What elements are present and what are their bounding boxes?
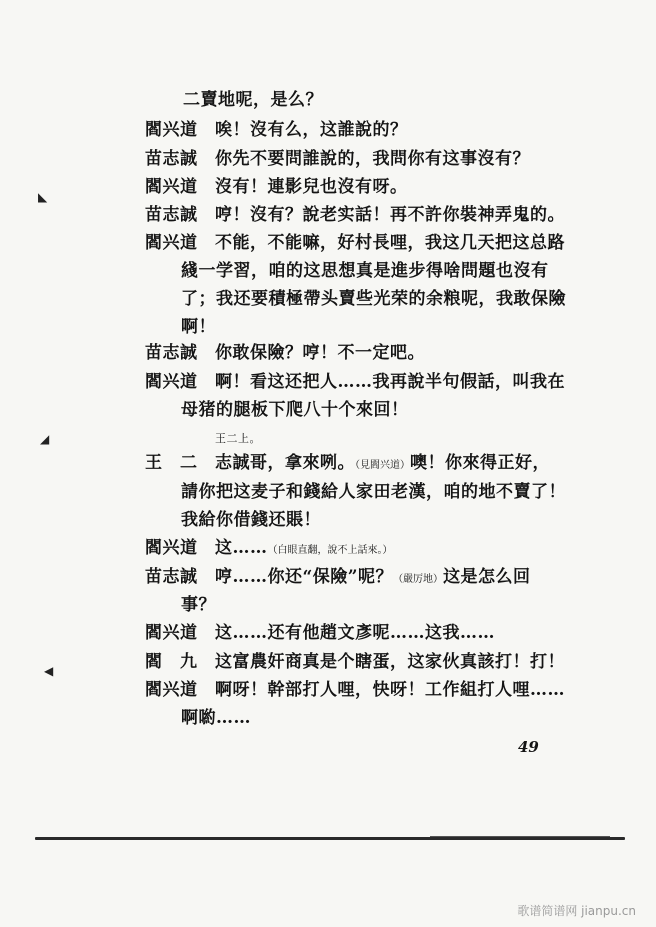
script-line — [145, 680, 565, 700]
line-text: 請你把这麦子和錢給人家田老漢，咱的地不賣了！ — [181, 482, 566, 502]
line-text: 这是怎么回 — [443, 567, 531, 587]
speaker-name: 閻兴道 — [145, 120, 198, 140]
line-text: 这…… — [215, 538, 268, 558]
margin-mark-icon: ◢ — [40, 432, 50, 446]
line-text: 啊！看这还把人……我再說半句假話，叫我在 — [215, 372, 565, 392]
stage-note: （見閻兴道） — [355, 460, 410, 471]
line-text: 这富農奸商真是个瞎蛋，这家伙真該打！打！ — [215, 652, 565, 672]
speaker-name: 苗志誠 — [145, 205, 198, 225]
line-text: 这……还有他趙文彥呢……这我…… — [215, 623, 495, 643]
line-text: 二賣地呢，是么？ — [183, 90, 323, 110]
script-line — [145, 372, 565, 392]
speaker-name: 閻兴道 — [145, 177, 198, 197]
line-text: 了；我还要積極帶头賣些光荣的余粮呢，我敢保險 — [181, 289, 566, 309]
script-line — [181, 400, 409, 420]
script-line — [181, 317, 216, 337]
script-line — [145, 623, 495, 643]
script-line — [181, 482, 566, 502]
line-text: 啊喲…… — [181, 708, 251, 728]
speaker-name: 苗志誠 — [145, 567, 198, 587]
script-line — [145, 205, 565, 225]
script-line — [181, 261, 549, 281]
line-text: 事？ — [181, 595, 216, 615]
bottom-rule-thin — [430, 836, 610, 837]
speaker-name: 閻兴道 — [145, 680, 198, 700]
script-line — [145, 149, 530, 169]
watermark: 歌谱简谱网 jianpu.cn — [517, 904, 636, 918]
line-text: 你先不要問誰說的，我問你有这事沒有？ — [215, 149, 530, 169]
stage-text: 王二上。 — [215, 432, 261, 445]
speaker-name: 苗志誠 — [145, 149, 198, 169]
script-line — [181, 289, 566, 309]
script-line — [181, 595, 216, 615]
line-text: 志誠哥，拿來咧。 — [215, 453, 355, 473]
margin-mark-icon: ◀ — [44, 664, 54, 678]
line-text: 哼……你还“保險”呢？ — [215, 567, 394, 587]
script-line — [145, 343, 425, 363]
script-line — [145, 120, 408, 140]
script-line — [145, 538, 393, 561]
script-line — [183, 90, 323, 110]
line-text: 我給你借錢还賬！ — [181, 510, 321, 530]
line-text: 你敢保險？哼！不一定吧。 — [215, 343, 425, 363]
margin-mark-icon: ◣ — [38, 190, 48, 204]
line-text: 噢！你來得正好， — [410, 453, 550, 473]
script-line — [181, 510, 321, 530]
speaker-name: 閻兴道 — [145, 538, 198, 558]
line-text: 啊呀！幹部打人哩，快呀！工作組打人哩…… — [215, 680, 565, 700]
stage-note: （白眼直翻，說不上話來。） — [267, 545, 393, 556]
page-number: 49 — [518, 738, 539, 756]
stage-direction — [215, 429, 261, 449]
speaker-name: 閻兴道 — [145, 623, 198, 643]
line-text: 沒有！連影兒也沒有呀。 — [215, 177, 408, 197]
line-text: 哼！沒有？說老实話！再不許你裝神弄鬼的。 — [215, 205, 565, 225]
script-line — [145, 652, 565, 672]
line-text: 啊！ — [181, 317, 216, 337]
speaker-name: 苗志誠 — [145, 343, 198, 363]
script-line — [145, 567, 531, 590]
line-text: 唉！沒有么，这誰說的？ — [215, 120, 408, 140]
speaker-name: 閻兴道 — [145, 233, 198, 253]
line-text: 母猪的腿板下爬八十个來回！ — [181, 400, 409, 420]
line-text: 綫一学習，咱的这思想真是進步得啥問題也沒有 — [181, 261, 549, 281]
bottom-rule — [35, 837, 625, 840]
script-line — [145, 233, 565, 253]
line-text: 不能，不能嘛，好村長哩，我这几天把这总路 — [215, 233, 565, 253]
speaker-name: 閻兴道 — [145, 372, 198, 392]
script-line — [181, 708, 251, 728]
speaker-name: 閻 九 — [145, 652, 198, 672]
stage-note: （嚴厉地） — [393, 574, 444, 585]
script-line — [145, 177, 408, 197]
script-line — [145, 453, 550, 476]
speaker-name: 王 二 — [145, 453, 198, 473]
